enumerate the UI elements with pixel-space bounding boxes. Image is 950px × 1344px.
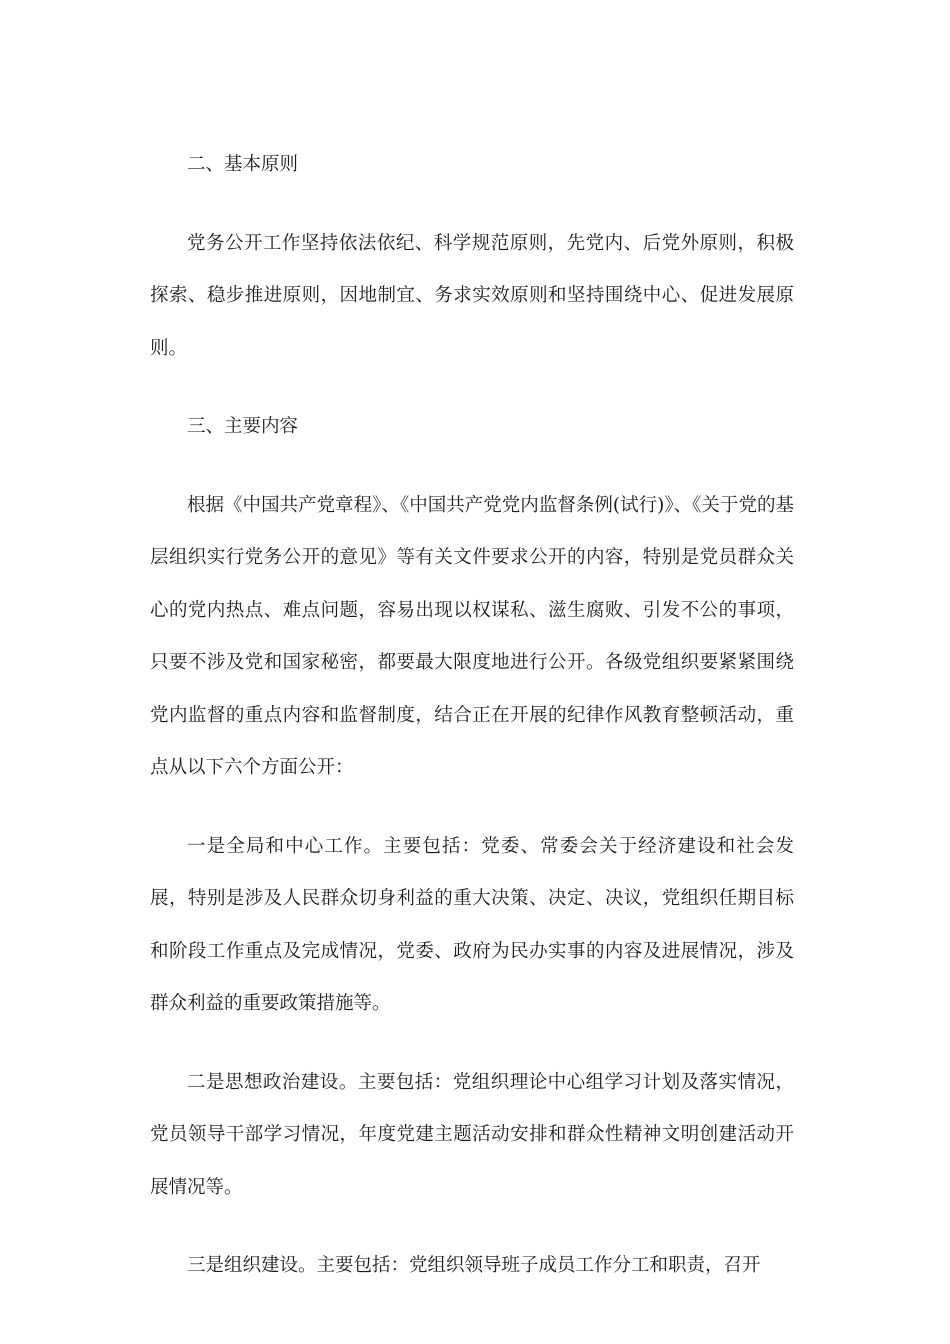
principles-paragraph: 党务公开工作坚持依法依纪、科学规范原则，先党内、后党外原则，积极探索、稳步推进原则，因地制宜、务求实效原则和坚持围绕中心、促进发展原则。	[150, 232, 794, 359]
section-heading-main-content: 三、主要内容	[187, 416, 299, 437]
document-body	[150, 139, 794, 1319]
item-organization-paragraph: 三是组织建设。主要包括：党组织领导班子成员工作分工和职责，召开	[187, 1255, 761, 1276]
main-content-intro-paragraph: 根据《中国共产党章程》、《中国共产党党内监督条例(试行)》、《关于党的基层组织实行党务公开的意见》等有关文件要求公开的内容，特别是党员群众关心的党内热点、难点问题，容易出现以权谋私、滋生腐败、引发不公的事项，只要不涉及党和国家秘密，都要最大限度地进行公开。各级党组织要紧紧围绕党内监督的重点内容和监督制度，结合正在开展的纪律作风教育整顿活动，重点从以下六个方面公开：	[150, 494, 794, 778]
item-overall-work-paragraph: 一是全局和中心工作。主要包括：党委、常委会关于经济建设和社会发展，特别是涉及人民群众切身利益的重大决策、决定、决议，党组织任期目标和阶段工作重点及完成情况，党委、政府为民办实事的内容及进展情况，涉及群众利益的重要政策措施等。	[150, 835, 794, 1014]
item-ideological-political-paragraph: 二是思想政治建设。主要包括：党组织理论中心组学习计划及落实情况，党员领导干部学习情况，年度党建主题活动安排和群众性精神文明创建活动开展情况等。	[150, 1071, 794, 1198]
section-heading-principles: 二、基本原则	[187, 154, 299, 175]
